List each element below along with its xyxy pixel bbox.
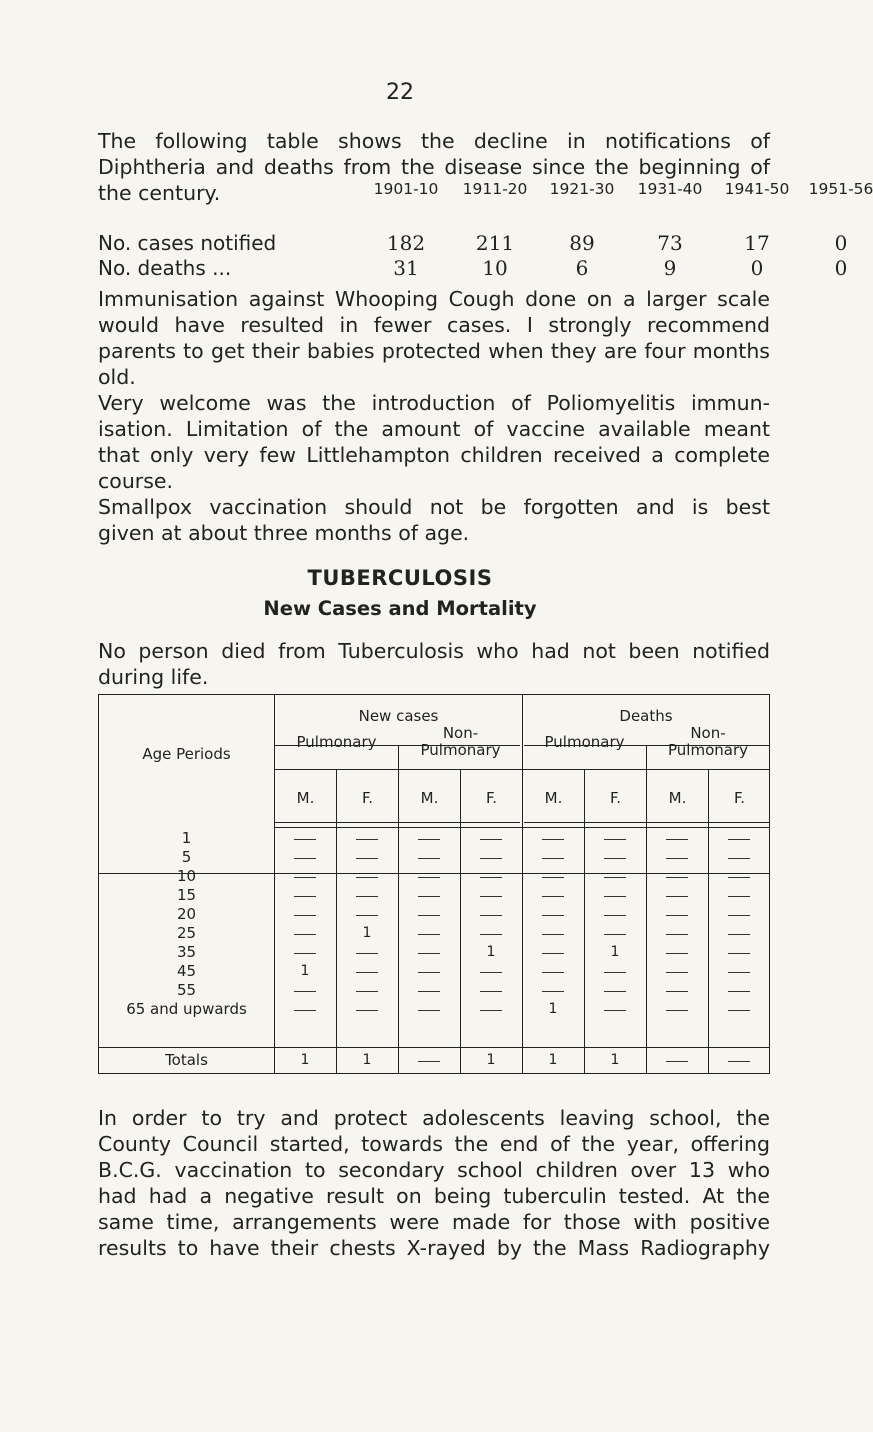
nil-dash (604, 896, 626, 897)
nil-dash (728, 896, 750, 897)
age-label: 35 (176, 943, 197, 961)
nil-dash (728, 1061, 750, 1062)
nil-dash (294, 991, 316, 992)
table-rule (708, 770, 709, 1074)
nil-dash (542, 953, 564, 954)
nil-dash (480, 972, 502, 973)
text-line: Immunisation against Whooping Cough done on a larger scale (98, 287, 770, 311)
value-cell: 17 (744, 231, 770, 255)
nil-dash (356, 953, 378, 954)
value-cell: 89 (569, 231, 595, 255)
nil-dash (418, 1061, 440, 1062)
value-cell: 1 (300, 1052, 310, 1068)
text-line: Smallpox vaccination should not be forgotten and is best (98, 495, 770, 519)
nil-dash (728, 839, 750, 840)
period-label: 1911-20 (462, 180, 528, 198)
age-label: 10 (176, 867, 197, 885)
header-deaths: Deaths (619, 707, 673, 725)
nil-dash (480, 877, 502, 878)
text-line: Very welcome was the introduction of Poliomyelitis immun- (98, 391, 770, 415)
nil-dash (356, 896, 378, 897)
diphtheria-period-header (98, 180, 873, 202)
nil-dash (666, 1061, 688, 1062)
nil-dash (356, 1010, 378, 1011)
text-line: In order to try and protect adolescents leaving school, the (98, 1106, 770, 1130)
value-cell: 0 (834, 256, 848, 280)
header-male: M. (668, 789, 687, 807)
nil-dash (480, 915, 502, 916)
text-line: given at about three months of age. (98, 521, 470, 545)
nil-dash (356, 972, 378, 973)
diphtheria-deaths-row (98, 256, 848, 282)
nil-dash (356, 991, 378, 992)
nil-dash (356, 877, 378, 878)
nil-dash (542, 915, 564, 916)
nil-dash (666, 991, 688, 992)
nil-dash (480, 1010, 502, 1011)
nil-dash (480, 991, 502, 992)
nil-dash (356, 915, 378, 916)
value-cell: 6 (575, 256, 589, 280)
text-line: that only very few Littlehampton children received a complete (98, 443, 770, 467)
nil-dash (666, 877, 688, 878)
age-label: 20 (176, 905, 197, 923)
nil-dash (604, 877, 626, 878)
header-male: M. (296, 789, 315, 807)
header-non-pulmonary: Non-Pulmonary (668, 724, 748, 759)
nil-dash (418, 915, 440, 916)
nil-dash (666, 972, 688, 973)
nil-dash (604, 858, 626, 859)
nil-dash (294, 877, 316, 878)
nil-dash (542, 972, 564, 973)
value-cell: 1 (362, 1052, 372, 1068)
table-rule (769, 694, 770, 1074)
table-rule (274, 822, 520, 823)
table-rule (274, 694, 275, 1074)
nil-dash (356, 839, 378, 840)
nil-dash (728, 1010, 750, 1011)
table-rule (98, 694, 770, 695)
nil-dash (418, 972, 440, 973)
tb-note-paragraph (98, 638, 770, 690)
nil-dash (294, 1010, 316, 1011)
nil-dash (418, 839, 440, 840)
value-cell: 1 (486, 1052, 496, 1068)
nil-dash (604, 972, 626, 973)
age-label: 1 (181, 829, 192, 847)
nil-dash (728, 858, 750, 859)
nil-dash (480, 934, 502, 935)
value-cell: 0 (750, 256, 764, 280)
age-label: 45 (176, 962, 197, 980)
nil-dash (728, 915, 750, 916)
nil-dash (542, 858, 564, 859)
nil-dash (604, 915, 626, 916)
nil-dash (418, 934, 440, 935)
table-rule (584, 770, 585, 1074)
nil-dash (666, 839, 688, 840)
value-cell: 182 (386, 231, 426, 255)
age-label: 5 (181, 848, 192, 866)
table-rule (522, 694, 523, 1074)
nil-dash (542, 839, 564, 840)
table-rule (98, 1073, 770, 1074)
text-line: course. (98, 469, 174, 493)
period-label: 1901-10 (373, 180, 439, 198)
nil-dash (294, 858, 316, 859)
nil-dash (294, 839, 316, 840)
age-label: 65 and upwards (126, 1000, 247, 1018)
nil-dash (666, 953, 688, 954)
value-cell: 1 (548, 1052, 558, 1068)
nil-dash (728, 991, 750, 992)
table-rule (460, 770, 461, 1074)
nil-dash (542, 896, 564, 897)
age-label: 55 (176, 981, 197, 999)
text-line: The following table shows the decline in notifications of (98, 129, 770, 153)
value-cell: 10 (482, 256, 508, 280)
section-title: TUBERCULOSIS (307, 566, 493, 590)
nil-dash (604, 991, 626, 992)
text-line: isation. Limitation of the amount of vaccine available meant (98, 417, 770, 441)
period-label: 1931-40 (637, 180, 703, 198)
nil-dash (728, 877, 750, 878)
value-cell: 0 (834, 231, 848, 255)
nil-dash (294, 915, 316, 916)
nil-dash (604, 934, 626, 935)
nil-dash (542, 991, 564, 992)
nil-dash (480, 839, 502, 840)
nil-dash (480, 858, 502, 859)
text-line: parents to get their babies protected when they are four months (98, 339, 770, 363)
nil-dash (294, 896, 316, 897)
bcg-paragraph (98, 1105, 770, 1261)
header-male: M. (544, 789, 563, 807)
row-label: No. deaths ... (98, 256, 232, 280)
value-cell: 1 (300, 963, 310, 979)
totals-label: Totals (165, 1051, 208, 1069)
header-female: F. (486, 789, 497, 807)
text-line: Diphtheria and deaths from the disease since the beginning of (98, 155, 770, 179)
nil-dash (418, 1010, 440, 1011)
header-new-cases: New cases (358, 707, 439, 725)
age-label: 15 (176, 886, 197, 904)
page-number: 22 (386, 80, 414, 105)
text-line: old. (98, 365, 136, 389)
row-label: No. cases notified (98, 231, 277, 255)
diphtheria-cases-row (98, 231, 848, 257)
table-rule (524, 822, 770, 823)
text-line: results to have their chests X-rayed by the Mass Radiography (98, 1236, 770, 1260)
nil-dash (728, 972, 750, 973)
text-line: had had a negative result on being tuberculin tested. At the (98, 1184, 770, 1208)
value-cell: 1 (548, 1001, 558, 1017)
nil-dash (666, 915, 688, 916)
nil-dash (604, 1010, 626, 1011)
text-line: B.C.G. vaccination to secondary school children over 13 who (98, 1158, 770, 1182)
header-female: F. (610, 789, 621, 807)
header-female: F. (362, 789, 373, 807)
value-cell: 1 (486, 944, 496, 960)
value-cell: 9 (663, 256, 677, 280)
period-label: 1921-30 (549, 180, 615, 198)
table-rule (336, 770, 337, 1074)
header-pulmonary: Pulmonary (296, 733, 377, 751)
header-non-pulmonary: Non-Pulmonary (420, 724, 501, 759)
nil-dash (294, 953, 316, 954)
value-cell: 1 (610, 944, 620, 960)
nil-dash (666, 896, 688, 897)
header-female: F. (734, 789, 745, 807)
section-subtitle: New Cases and Mortality (263, 597, 537, 620)
nil-dash (418, 991, 440, 992)
text-line: same time, arrangements were made for those with positive (98, 1210, 770, 1234)
nil-dash (728, 953, 750, 954)
nil-dash (418, 896, 440, 897)
nil-dash (418, 953, 440, 954)
nil-dash (356, 858, 378, 859)
table-rule (98, 1047, 770, 1048)
value-cell: 73 (657, 231, 683, 255)
age-label: 25 (176, 924, 197, 942)
nil-dash (418, 877, 440, 878)
nil-dash (542, 934, 564, 935)
value-cell: 31 (393, 256, 419, 280)
nil-dash (542, 877, 564, 878)
nil-dash (294, 934, 316, 935)
period-label: 1941-50 (724, 180, 790, 198)
value-cell: 1 (362, 925, 372, 941)
value-cell: 1 (610, 1052, 620, 1068)
nil-dash (728, 934, 750, 935)
text-line: the century. (98, 181, 221, 205)
value-cell: 211 (475, 231, 515, 255)
nil-dash (604, 839, 626, 840)
text-line: No person died from Tuberculosis who had not been notified (98, 639, 770, 663)
text-line: County Council started, towards the end of the year, offering (98, 1132, 770, 1156)
nil-dash (480, 896, 502, 897)
period-label: 1951-56 (808, 180, 873, 198)
nil-dash (666, 934, 688, 935)
nil-dash (418, 858, 440, 859)
header-male: M. (420, 789, 439, 807)
text-line: would have resulted in fewer cases. I strongly recommend (98, 313, 770, 337)
nil-dash (666, 1010, 688, 1011)
immunisation-paragraph (98, 286, 770, 546)
header-age-periods: Age Periods (142, 745, 231, 763)
header-pulmonary: Pulmonary (544, 733, 625, 751)
text-line: during life. (98, 665, 209, 689)
nil-dash (666, 858, 688, 859)
